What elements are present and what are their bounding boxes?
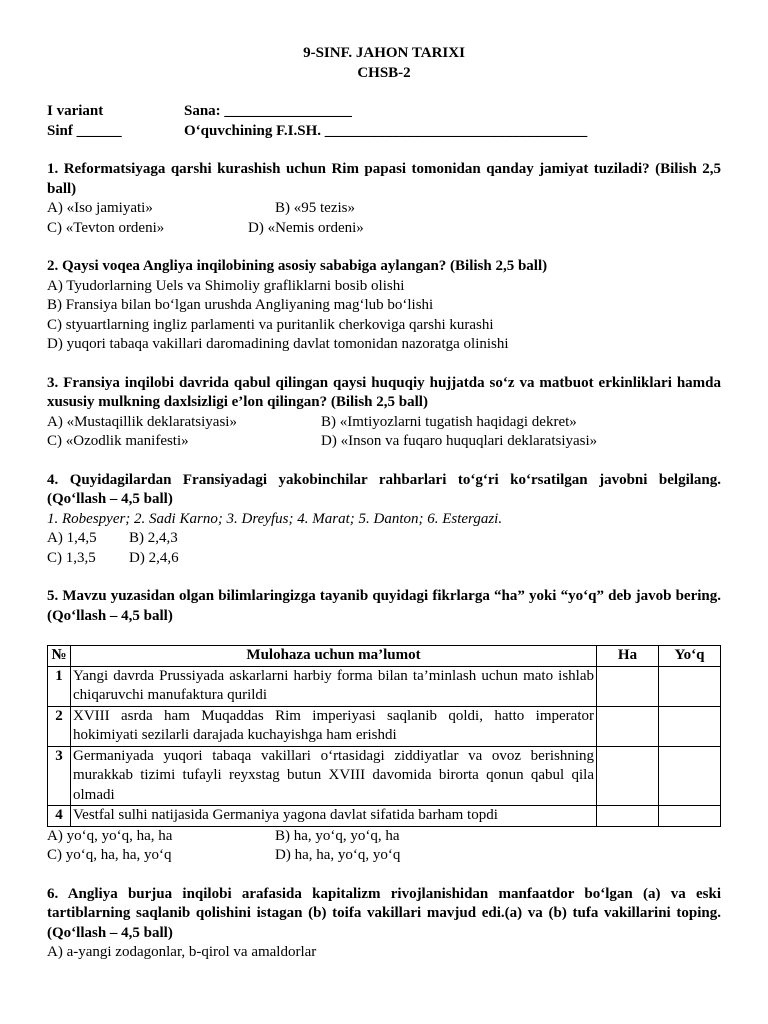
question-2 [47, 257, 721, 355]
question-text: 2. Qaysi voqea Angliya inqilobining asosiy sababiga aylangan? (Bilish 2,5 ball) [47, 258, 548, 274]
class-field[interactable]: Sinf ______ [47, 122, 122, 139]
yes-cell[interactable] [597, 746, 659, 806]
no-cell[interactable] [659, 666, 721, 706]
table-row [48, 666, 721, 706]
option-c[interactable]: C) styuartlarning ingliz parlamenti va puritanlik cherkoviga qarshi kurashi [47, 316, 494, 333]
option-d[interactable]: D) ha, ha, yo‘q, yo‘q [275, 847, 401, 863]
option-a[interactable]: A) «Mustaqillik deklaratsiyasi» [47, 413, 237, 430]
table-row [48, 706, 721, 746]
row-statement: XVIII asrda ham Muqaddas Rim imperiyasi saqlanib qoldi, hatto imperator hokimiyati sezilarli darajada kuchayishga ham erishdi [71, 706, 597, 746]
option-c[interactable]: C) yo‘q, ha, ha, yo‘q [47, 847, 172, 863]
option-a[interactable]: A) 1,4,5 [47, 530, 97, 546]
question-text: 6. Angliya burjua inqilobi arafasida kapitalizm rivojlanishidan manfaatdor bo‘lgan (a) va eski tartiblarning saqlanib qolishini istagan (b) toifa vakillari mavjud edi.(a) va (b) tufa vakillarini toping. (Qo‘llash – 4,5 ball) [47, 885, 721, 941]
document-subtitle: CHSB-2 [357, 64, 411, 81]
col-number: № [48, 646, 71, 667]
question-text: 3. Fransiya inqilobi davrida qabul qilingan qaysi huquqiy hujjatda so‘z va matbuot erkinliklari hamda xususiy mulkning daxlsizligi e’lon qilingan? (Bilish 2,5 ball) [47, 374, 721, 410]
option-a[interactable]: A) yo‘q, yo‘q, ha, ha [47, 827, 173, 844]
no-cell[interactable] [659, 806, 721, 827]
no-cell[interactable] [659, 706, 721, 746]
name-list: 1. Robespyer; 2. Sadi Karno; 3. Dreyfus; 4. Marat; 5. Danton; 6. Estergazi. [47, 510, 503, 527]
table-row [48, 746, 721, 806]
option-d[interactable]: D) yuqori tabaqa vakillari daromadining davlat tomonidan nazoratga olinishi [47, 336, 509, 352]
option-b[interactable]: B) Fransiya bilan bo‘lgan urushda Angliyaning mag‘lub bo‘lishi [47, 297, 434, 313]
question-1 [47, 160, 721, 238]
row-number: 2 [48, 706, 71, 746]
table-row [48, 806, 721, 827]
question-3 [47, 374, 721, 452]
option-c[interactable]: C) 1,3,5 [47, 549, 96, 566]
option-a[interactable]: A) Tyudorlarning Uels va Shimoliy grafliklarni bosib olishi [47, 277, 405, 294]
row-statement: Yangi davrda Prussiyada askarlarni harbiy forma bilan ta’minlash uchun mato ishlab chiqaruvchi manufaktura qurildi [71, 666, 597, 706]
option-b[interactable]: B) «95 tezis» [275, 200, 355, 216]
option-d[interactable]: D) 2,4,6 [129, 549, 179, 566]
option-a[interactable]: A) a-yangi zodagonlar, b-qirol va amaldorlar [47, 944, 317, 960]
student-name-field[interactable]: O‘quvchining F.I.SH. ___________________________________ [184, 122, 588, 139]
no-cell[interactable] [659, 746, 721, 806]
row-statement: Germaniyada yuqori tabaqa vakillari o‘rtasidagi ziddiyatlar va ovoz berishning murakkab tizimi tufayli reyxstag butun XVIII davomida birorta qonun qabul qila olmadi [71, 746, 597, 806]
date-field[interactable]: Sana: _________________ [184, 103, 352, 119]
option-b[interactable]: B) ha, yo‘q, yo‘q, ha [275, 827, 400, 844]
col-no: Yo‘q [659, 646, 721, 667]
header-row-1 [47, 102, 721, 122]
option-b[interactable]: B) «Imtiyozlarni tugatish haqidagi dekret» [321, 413, 577, 430]
option-a[interactable]: A) «Iso jamiyati» [47, 200, 153, 216]
col-yes: Ha [597, 646, 659, 667]
question-text: 4. Quyidagilardan Fransiyadagi yakobinchilar rahbarlari to‘g‘ri ko‘rsatilgan javobni belgilang. (Qo‘llash – 4,5 ball) [47, 471, 721, 507]
table-header-row [48, 646, 721, 667]
question-text: 5. Mavzu yuzasidan olgan bilimlaringizga tayanib quyidagi fikrlarga “ha” yoki “yo‘q” deb javob bering. (Qo‘llash – 4,5 ball) [47, 588, 721, 624]
option-d[interactable]: D) «Inson va fuqaro huquqlari deklaratsiyasi» [321, 433, 598, 449]
question-text: 1. Reformatsiyaga qarshi kurashish uchun Rim papasi tomonidan qanday jamiyat tuziladi? (Bilish 2,5 ball) [47, 161, 721, 197]
row-statement: Vestfal sulhi natijasida Germaniya yagona davlat sifatida barham topdi [71, 806, 597, 827]
row-number: 4 [48, 806, 71, 827]
option-d[interactable]: D) «Nemis ordeni» [248, 219, 364, 236]
yes-cell[interactable] [597, 806, 659, 827]
document-title: 9-SINF. JAHON TARIXI [303, 45, 465, 61]
row-number: 3 [48, 746, 71, 806]
statements-table [47, 645, 721, 827]
yes-cell[interactable] [597, 706, 659, 746]
question-6 [47, 885, 721, 963]
col-statement: Mulohaza uchun ma’lumot [71, 646, 597, 667]
option-c[interactable]: C) «Ozodlik manifesti» [47, 433, 189, 449]
yes-cell[interactable] [597, 666, 659, 706]
option-c[interactable]: C) «Tevton ordeni» [47, 219, 165, 236]
document-page [47, 44, 721, 963]
row-number: 1 [48, 666, 71, 706]
question-5 [47, 587, 721, 866]
variant-label: I variant [47, 103, 104, 119]
option-b[interactable]: B) 2,4,3 [129, 530, 178, 546]
header-row-2 [47, 122, 721, 142]
question-4 [47, 471, 721, 569]
